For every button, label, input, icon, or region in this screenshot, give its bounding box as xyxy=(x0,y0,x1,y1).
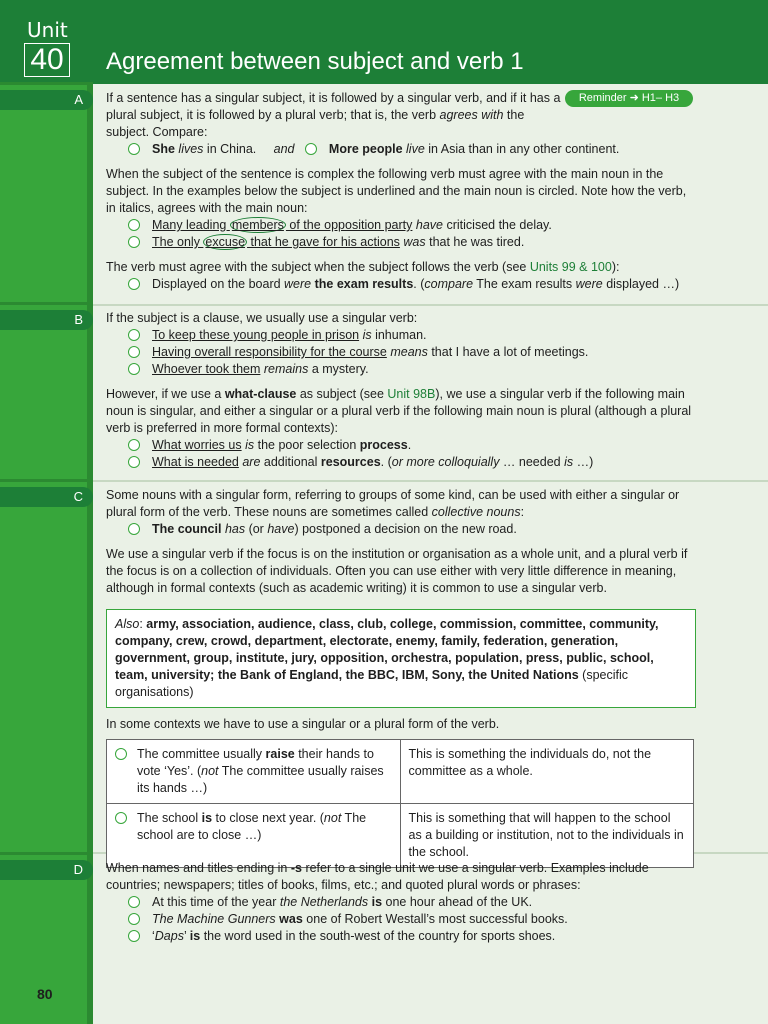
text: . ( xyxy=(413,277,425,291)
text: is xyxy=(201,811,213,825)
text: has xyxy=(224,522,246,536)
text: one hour ahead of the UK. xyxy=(382,895,533,909)
example-row xyxy=(128,928,696,945)
text: The school xyxy=(137,811,202,825)
example-row xyxy=(128,234,696,251)
table-row xyxy=(107,740,694,804)
page-title: Agreement between subject and verb 1 xyxy=(106,48,524,75)
example-row xyxy=(128,141,696,158)
text: The committee usually xyxy=(137,747,266,761)
text: as subject (see xyxy=(296,387,388,401)
text: ) postponed a decision on the new road. xyxy=(294,522,517,536)
text: However, if we use a xyxy=(106,387,225,401)
text: Displayed on the board xyxy=(152,277,285,291)
table-row xyxy=(107,804,694,868)
text: displayed …) xyxy=(602,277,680,291)
text: that he was tired. xyxy=(425,235,525,249)
text: …) xyxy=(573,455,594,469)
text: To keep these young people in prison xyxy=(152,328,360,342)
text: The committee usually raises its hands …) xyxy=(137,764,384,795)
collective-nouns-box xyxy=(106,609,696,708)
example-row xyxy=(128,344,696,361)
comparison-table xyxy=(106,739,694,868)
section-c-content xyxy=(106,487,696,868)
section-tab-c[interactable]: C xyxy=(0,487,93,507)
circle-bullet-icon xyxy=(128,896,140,908)
circle-bullet-icon xyxy=(128,346,140,358)
section-tab-a[interactable]: A xyxy=(0,90,93,110)
text: remains xyxy=(263,362,309,376)
paragraph: When the subject of the sentence is complex the following verb must agree with the main noun in the subject. In the examples below the subject is underlined and the main noun is circled. Note how the verb, in italics, agrees with the main noun: xyxy=(106,167,687,215)
section-a-content xyxy=(106,90,696,293)
example-row xyxy=(128,894,696,911)
text: process xyxy=(359,438,408,452)
circle-bullet-icon xyxy=(128,236,140,248)
example-row xyxy=(128,217,696,234)
text: inhuman. xyxy=(371,328,427,342)
text: additional xyxy=(260,455,321,469)
text: . ( xyxy=(380,455,392,469)
text: was xyxy=(279,912,303,926)
text: What worries us xyxy=(152,438,242,452)
text: is xyxy=(189,929,201,943)
text: refer to a single unit we use a singular verb. Examples include countries; newspapers; titles of books, films, etc.; and quoted plural words or phrases: xyxy=(106,861,649,892)
text: resources xyxy=(320,455,381,469)
circle-bullet-icon xyxy=(128,456,140,468)
text: Having overall responsibility for the course xyxy=(152,345,387,359)
text: one of Robert Westall’s most successful books. xyxy=(302,912,568,926)
text: The only xyxy=(152,235,204,249)
text: that he gave for his actions xyxy=(247,235,400,249)
example-row xyxy=(128,361,696,378)
cross-reference-link[interactable]: Units 99 & 100 xyxy=(529,260,612,274)
section-divider xyxy=(93,480,768,482)
text: the subject. Compare: xyxy=(106,108,525,139)
text: have xyxy=(267,522,295,536)
text: were xyxy=(284,277,312,291)
text: is xyxy=(564,455,574,469)
section-d-content xyxy=(106,860,696,945)
example-row xyxy=(128,454,696,471)
unit-label: Unit xyxy=(27,18,68,42)
text: the exam results xyxy=(314,277,414,291)
text: She xyxy=(152,142,175,156)
text: the Netherlands xyxy=(279,895,369,909)
text: Many leading xyxy=(152,218,230,232)
text: -s xyxy=(290,861,302,875)
text: At this time of the year xyxy=(152,895,280,909)
paragraph: In some contexts we have to use a singular or a plural form of the verb. xyxy=(106,717,500,731)
text: lives xyxy=(178,142,204,156)
example-row xyxy=(128,911,696,928)
main-noun-circled: excuse xyxy=(205,235,246,249)
circle-bullet-icon xyxy=(128,329,140,341)
cross-reference-link[interactable]: Unit 98B xyxy=(387,387,436,401)
text: : xyxy=(139,617,147,631)
text: live xyxy=(406,142,425,156)
text: ): xyxy=(611,260,620,274)
text: of the opposition party xyxy=(285,218,413,232)
text: The council xyxy=(152,522,222,536)
text: was xyxy=(403,235,426,249)
table-cell: This is something the individuals do, not the committee as a whole. xyxy=(400,740,693,804)
text: raise xyxy=(265,747,295,761)
text: to close next year. ( xyxy=(212,811,324,825)
text: agrees with xyxy=(439,108,504,122)
example-row xyxy=(128,327,696,344)
text: What is needed xyxy=(152,455,239,469)
circle-bullet-icon xyxy=(128,219,140,231)
text: have xyxy=(415,218,443,232)
text: were xyxy=(575,277,603,291)
main-noun-circled: members xyxy=(231,218,284,232)
text: collective nouns xyxy=(431,505,521,519)
text: not xyxy=(201,764,219,778)
text: The Machine Gunners xyxy=(152,912,276,926)
table-cell xyxy=(107,804,401,868)
text: ’ xyxy=(183,929,187,943)
unit-header xyxy=(0,0,768,84)
text: or more colloquially xyxy=(391,455,500,469)
circle-bullet-icon xyxy=(128,278,140,290)
circle-bullet-icon xyxy=(128,913,140,925)
text: The school are to close …) xyxy=(137,811,367,842)
text: When names and titles ending in xyxy=(106,861,291,875)
unit-number: 40 xyxy=(24,43,70,77)
text: a mystery. xyxy=(308,362,369,376)
page-number: 80 xyxy=(37,986,53,1002)
circle-bullet-icon xyxy=(115,748,127,760)
text: is xyxy=(245,438,255,452)
text: ‘ xyxy=(152,929,155,943)
paragraph: If the subject is a clause, we usually use a singular verb: xyxy=(106,311,418,325)
circle-bullet-icon xyxy=(128,523,140,535)
example-row xyxy=(128,276,696,293)
example-row xyxy=(128,437,696,454)
circle-bullet-icon xyxy=(128,439,140,451)
text: The verb must agree with the subject when the subject follows the verb (see xyxy=(106,260,530,274)
circle-bullet-icon xyxy=(128,930,140,942)
text: … needed xyxy=(499,455,565,469)
text: (or xyxy=(245,522,268,536)
text: and xyxy=(273,142,295,156)
text: Some nouns with a singular form, referring to groups of some kind, can be used with either a singular or plural form of the verb. These nouns are sometimes called xyxy=(106,488,680,519)
circle-bullet-icon xyxy=(305,143,317,155)
text: army, association, audience, class, club, college, commission, committee, community, company, crew, crowd, department, electorate, enemy, family, federation, generation, government, group, institute, jury, opposition, orchestra, population, press, public, school, team, university; the Bank of England, the BBC, IBM, Sony, the United Nations xyxy=(115,617,659,682)
text: what-clause xyxy=(224,387,297,401)
text: Also xyxy=(115,617,140,631)
text: More people xyxy=(328,142,403,156)
text: is xyxy=(362,328,372,342)
text: (specific organisations) xyxy=(115,668,629,699)
text: ), we use a singular verb if the following main noun is singular, and either a singular or a plural verb if the following main noun is plural (although a plural verb is preferred in more formal contexts): xyxy=(106,387,692,435)
reminder-badge[interactable]: Reminder ➜ H1– H3 xyxy=(565,90,693,107)
paragraph: We use a singular verb if the focus is on the institution or organisation as a whole unit, and a plural verb if the focus is on a collection of individuals. Often you can use either with very little difference in meaning, although in formal contexts (such as academic writing) it is common to use a singular verb. xyxy=(106,547,688,595)
text: means xyxy=(390,345,428,359)
text: in Asia than in any other continent. xyxy=(424,142,620,156)
text: Daps xyxy=(154,929,184,943)
section-b-content xyxy=(106,310,696,471)
circle-bullet-icon xyxy=(128,143,140,155)
section-tab-d[interactable]: D xyxy=(0,860,93,880)
text: Whoever took them xyxy=(152,362,261,376)
circle-bullet-icon xyxy=(128,363,140,375)
text: the poor selection xyxy=(254,438,360,452)
table-cell: This is something that will happen to the school as a building or institution, not to the individuals in the school. xyxy=(400,804,693,868)
text: The exam results xyxy=(473,277,576,291)
text: are xyxy=(242,455,261,469)
text: that I have a lot of meetings. xyxy=(427,345,589,359)
text: : xyxy=(520,505,525,519)
text: is xyxy=(371,895,383,909)
text: not xyxy=(323,811,342,825)
text: If a sentence has a singular subject, it is followed by a singular verb, and if it has a plural subject, it is followed by a plural verb; that is, the verb xyxy=(106,91,561,122)
text: . xyxy=(407,438,412,452)
text: the word used in the south-west of the country for sports shoes. xyxy=(200,929,556,943)
circle-bullet-icon xyxy=(115,812,127,824)
text: criticised the delay. xyxy=(443,218,552,232)
table-cell xyxy=(107,740,401,804)
text: in China. xyxy=(203,142,257,156)
example-row xyxy=(128,521,696,538)
text: their hands to vote ‘Yes’. ( xyxy=(137,747,374,778)
section-tab-b[interactable]: B xyxy=(0,310,93,330)
section-divider xyxy=(93,304,768,306)
text: compare xyxy=(424,277,474,291)
